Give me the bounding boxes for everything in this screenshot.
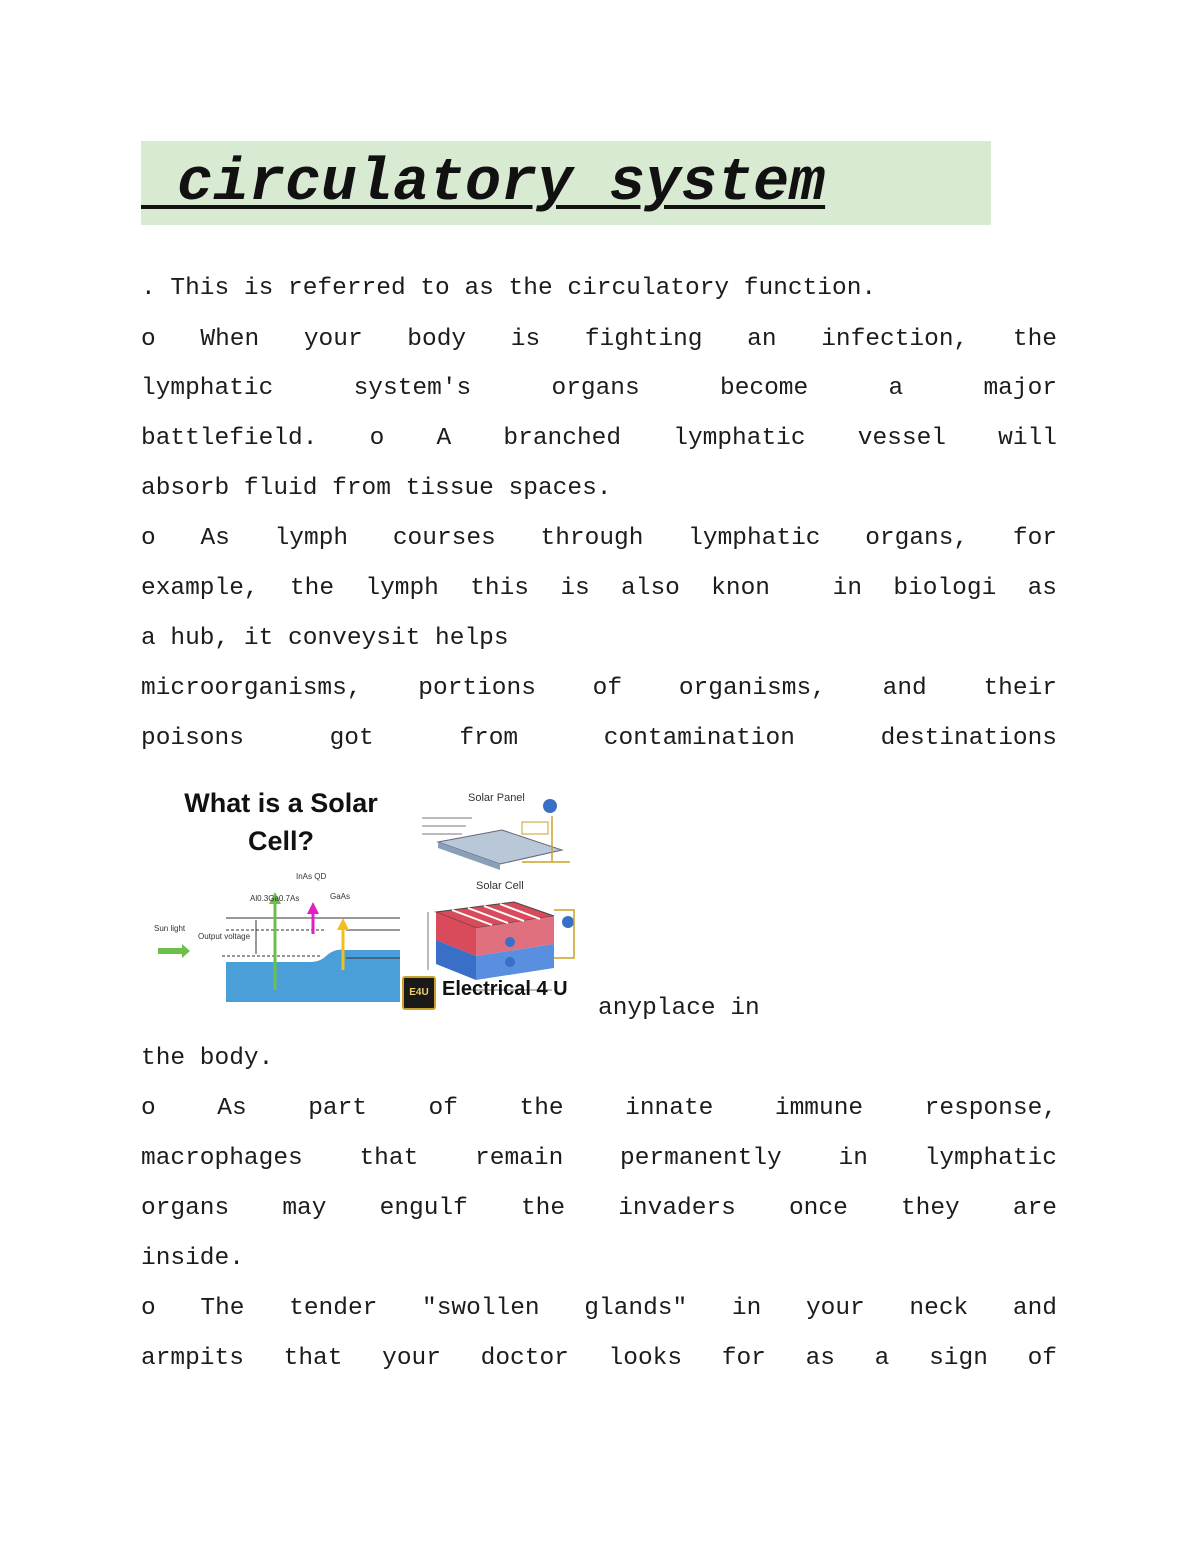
text-line: inside. (141, 1245, 244, 1272)
label-solar-cell: Solar Cell (476, 880, 524, 892)
text-line: microorganisms, portions of organisms, and their (141, 675, 1057, 702)
text-line: . This is referred to as the circulatory function. (141, 275, 877, 302)
label-output-voltage: Output voltage (198, 932, 251, 941)
brand-logo-icon: E4U (402, 976, 436, 1010)
label-gaas: GaAs (330, 892, 351, 901)
text-line: o The tender "swollen glands" in your neck and (141, 1295, 1057, 1322)
text-line: the body. (141, 1045, 274, 1072)
solar-panel-diagram (402, 780, 590, 1012)
text-line: example, the lymph this is also knon in biologi as (141, 575, 1057, 602)
text-line: poisons got from contamination destinations (141, 725, 1057, 752)
text-line: organs may engulf the invaders once they are (141, 1195, 1057, 1222)
text-line: o When your body is fighting an infection, the (141, 326, 1057, 353)
band-diagram (150, 780, 410, 1012)
label-solar-panel: Solar Panel (468, 792, 525, 804)
text-line: macrophages that remain permanently in lymphatic (141, 1145, 1057, 1172)
text-line: armpits that your doctor looks for as a sign of (141, 1345, 1057, 1372)
text-line: battlefield. o A branched lymphatic vessel will (141, 425, 1057, 452)
label-algaas: Al0.3Ga0.7As (250, 894, 300, 903)
text-line: lymphatic system's organs become a major (141, 375, 1057, 402)
text-line: absorb fluid from tissue spaces. (141, 475, 612, 502)
text-line: o As lymph courses through lymphatic organs, for (141, 525, 1057, 552)
figure-heading: What is a Solar Cell? (184, 788, 378, 856)
text-line: o As part of the innate immune response, (141, 1095, 1057, 1122)
text-line: a hub, it conveysit helps (141, 625, 509, 652)
label-sun-light: Sun light (154, 924, 186, 933)
solar-cell-figure (150, 780, 590, 1012)
label-inas-qd: InAs QD (296, 872, 327, 881)
brand-name: Electrical 4 U (442, 978, 568, 1000)
page-title: circulatory system (141, 150, 826, 218)
text-line: anyplace in (598, 995, 760, 1022)
